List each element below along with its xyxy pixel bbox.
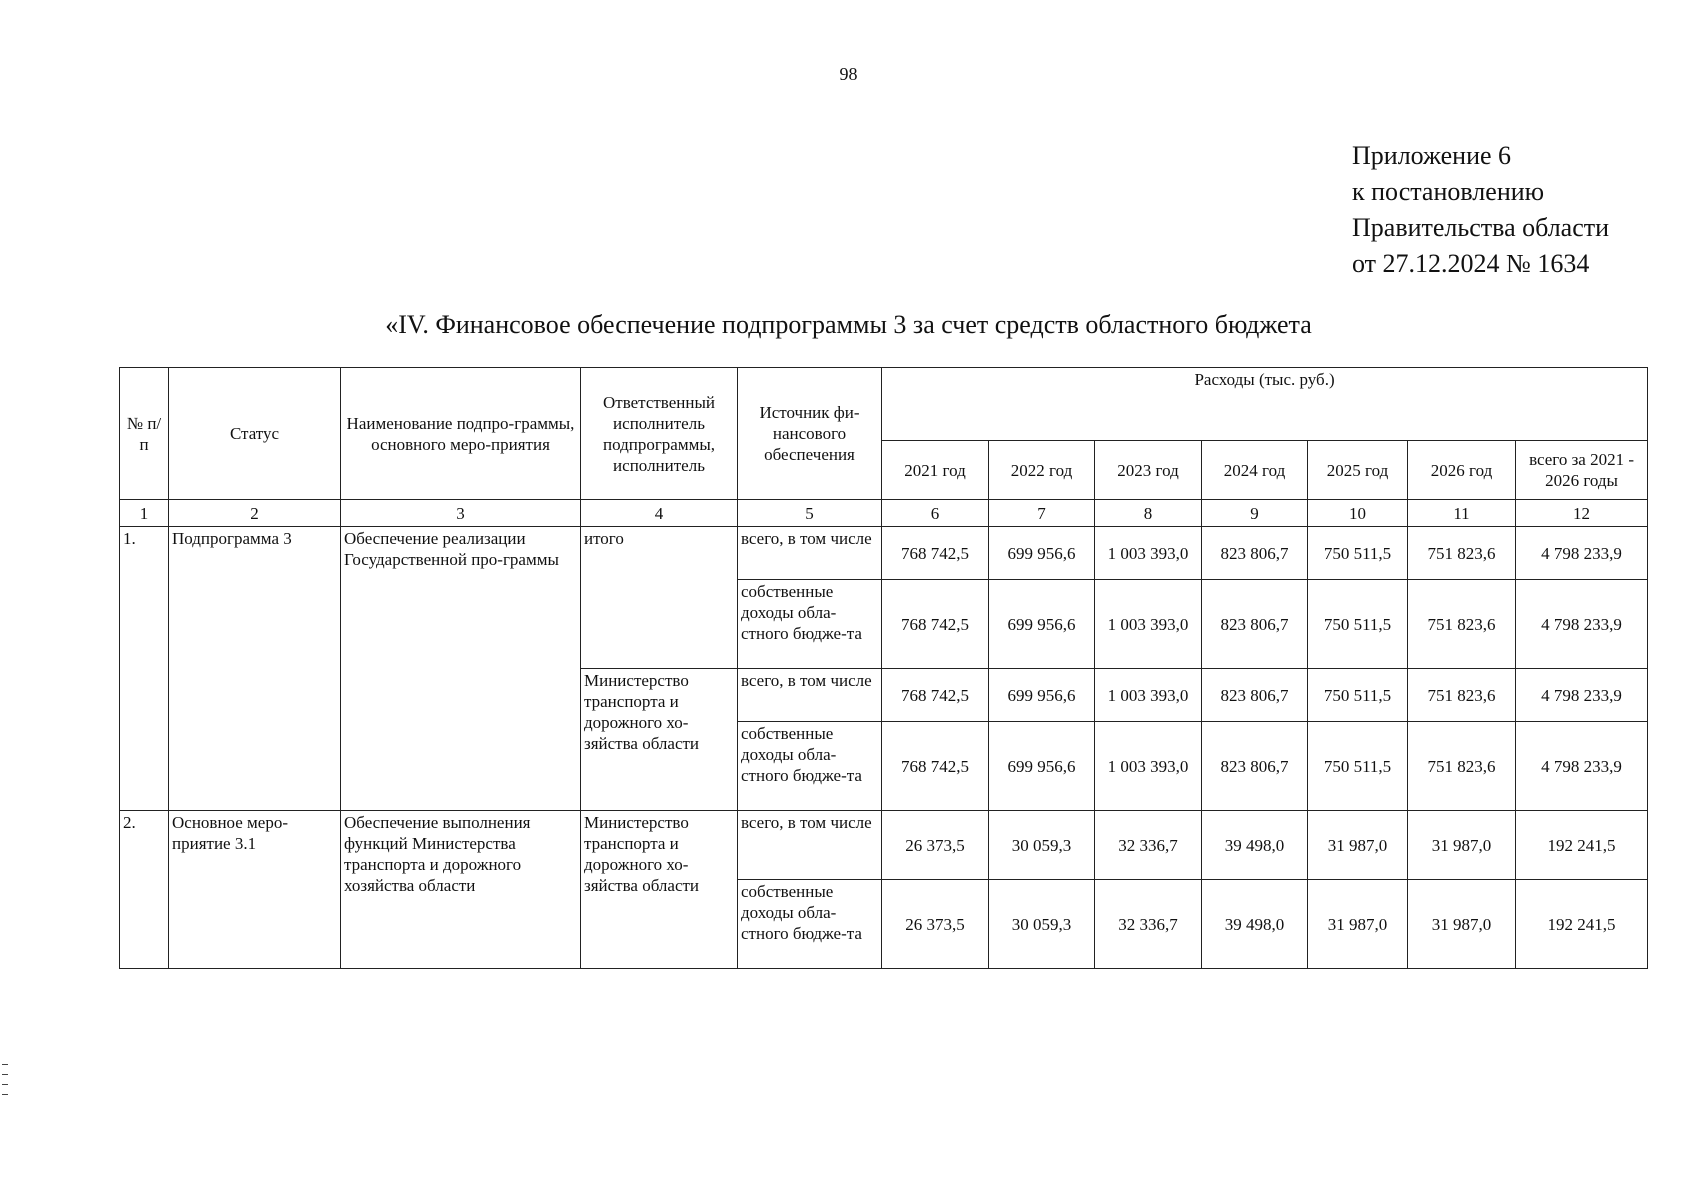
row-value: 699 956,6 [989, 527, 1095, 580]
row-value: 1 003 393,0 [1095, 722, 1202, 811]
header-year: 2026 год [1408, 441, 1516, 500]
row-responsible: Министерство транспорта и дорожного хо-зяйства области [581, 669, 738, 811]
row-value: 823 806,7 [1202, 527, 1308, 580]
table-row [120, 527, 1648, 580]
row-value: 4 798 233,9 [1516, 580, 1648, 669]
header-year: 2021 год [882, 441, 989, 500]
row-value: 30 059,3 [989, 811, 1095, 880]
row-value: 699 956,6 [989, 669, 1095, 722]
row-value: 750 511,5 [1308, 669, 1408, 722]
row-value: 26 373,5 [882, 880, 989, 969]
row-value: 823 806,7 [1202, 580, 1308, 669]
row-status: Подпрограмма 3 [169, 527, 341, 811]
row-value: 1 003 393,0 [1095, 669, 1202, 722]
row-value: 31 987,0 [1408, 880, 1516, 969]
row-value: 1 003 393,0 [1095, 580, 1202, 669]
row-value: 30 059,3 [989, 880, 1095, 969]
row-responsible: итого [581, 527, 738, 669]
header-responsible: Ответственный исполнитель подпрограммы, исполнитель [581, 368, 738, 500]
row-value: 768 742,5 [882, 527, 989, 580]
row-source: всего, в том числе [738, 669, 882, 722]
page-number: 98 [839, 64, 858, 84]
margin-mark [2, 1064, 8, 1065]
row-value: 32 336,7 [1095, 811, 1202, 880]
row-value: 823 806,7 [1202, 669, 1308, 722]
header-year: 2024 год [1202, 441, 1308, 500]
row-value: 192 241,5 [1516, 880, 1648, 969]
row-value: 32 336,7 [1095, 880, 1202, 969]
row-value: 750 511,5 [1308, 527, 1408, 580]
row-value: 699 956,6 [989, 580, 1095, 669]
header-source: Источник фи-нансового обеспечения [738, 368, 882, 500]
row-value: 768 742,5 [882, 669, 989, 722]
table-row [120, 811, 1648, 880]
column-number: 12 [1516, 500, 1648, 527]
row-value: 31 987,0 [1308, 880, 1408, 969]
header-year: 2022 год [989, 441, 1095, 500]
row-value: 751 823,6 [1408, 722, 1516, 811]
column-number: 1 [120, 500, 169, 527]
row-source: собственные доходы обла-стного бюдже-та [738, 880, 882, 969]
column-number: 11 [1408, 500, 1516, 527]
header-year: 2023 год [1095, 441, 1202, 500]
column-number: 9 [1202, 500, 1308, 527]
row-value: 750 511,5 [1308, 722, 1408, 811]
column-number: 5 [738, 500, 882, 527]
row-value: 4 798 233,9 [1516, 722, 1648, 811]
row-number: 2. [120, 811, 169, 969]
row-value: 768 742,5 [882, 722, 989, 811]
row-value: 1 003 393,0 [1095, 527, 1202, 580]
row-name: Обеспечение реализации Государственной про-граммы [341, 527, 581, 811]
row-number: 1. [120, 527, 169, 811]
row-value: 39 498,0 [1202, 880, 1308, 969]
margin-mark [2, 1074, 8, 1075]
appendix-block [1352, 138, 1609, 282]
row-source: всего, в том числе [738, 527, 882, 580]
row-name: Обеспечение выполнения функций Министерства транспорта и дорожного хозяйства области [341, 811, 581, 969]
row-source: всего, в том числе [738, 811, 882, 880]
row-value: 4 798 233,9 [1516, 669, 1648, 722]
margin-mark [2, 1094, 8, 1095]
column-number: 10 [1308, 500, 1408, 527]
row-value: 39 498,0 [1202, 811, 1308, 880]
row-value: 31 987,0 [1408, 811, 1516, 880]
header-num: № п/п [120, 368, 169, 500]
column-numbers-row [120, 500, 1648, 527]
row-value: 768 742,5 [882, 580, 989, 669]
column-number: 7 [989, 500, 1095, 527]
row-value: 31 987,0 [1308, 811, 1408, 880]
column-number: 2 [169, 500, 341, 527]
header-row [120, 368, 1648, 441]
appendix-line: Приложение 6 [1352, 141, 1512, 170]
header-name: Наименование подпро-граммы, основного меро-приятия [341, 368, 581, 500]
row-value: 4 798 233,9 [1516, 527, 1648, 580]
appendix-line: к постановлению [1352, 177, 1545, 206]
row-value: 26 373,5 [882, 811, 989, 880]
row-status: Основное меро-приятие 3.1 [169, 811, 341, 969]
column-number: 8 [1095, 500, 1202, 527]
budget-table [119, 367, 1648, 969]
row-value: 823 806,7 [1202, 722, 1308, 811]
row-source: собственные доходы обла-стного бюдже-та [738, 722, 882, 811]
row-responsible: Министерство транспорта и дорожного хо-зяйства области [581, 811, 738, 969]
document-title: «IV. Финансовое обеспечение подпрограммы 3 за счет средств областного бюджета [385, 310, 1312, 339]
appendix-line: от 27.12.2024 № 1634 [1352, 249, 1590, 278]
column-number: 4 [581, 500, 738, 527]
row-value: 192 241,5 [1516, 811, 1648, 880]
row-value: 751 823,6 [1408, 527, 1516, 580]
header-year: всего за 2021 - 2026 годы [1516, 441, 1648, 500]
row-value: 751 823,6 [1408, 580, 1516, 669]
column-number: 6 [882, 500, 989, 527]
column-number: 3 [341, 500, 581, 527]
margin-mark [2, 1084, 8, 1085]
header-expenses: Расходы (тыс. руб.) [882, 368, 1648, 441]
header-status: Статус [169, 368, 341, 500]
row-source: собственные доходы обла-стного бюдже-та [738, 580, 882, 669]
appendix-line: Правительства области [1352, 213, 1610, 242]
row-value: 699 956,6 [989, 722, 1095, 811]
header-year: 2025 год [1308, 441, 1408, 500]
row-value: 750 511,5 [1308, 580, 1408, 669]
row-value: 751 823,6 [1408, 669, 1516, 722]
